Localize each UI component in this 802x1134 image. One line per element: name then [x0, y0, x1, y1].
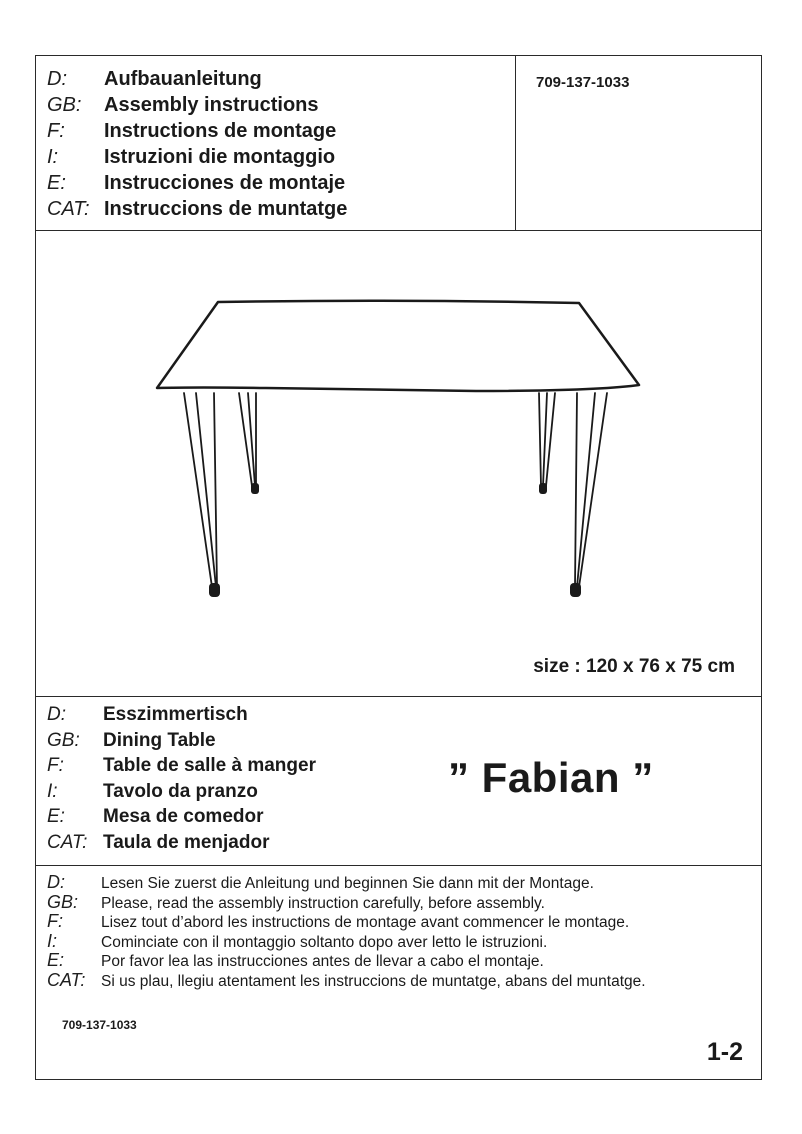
name-text: Table de salle à manger	[103, 755, 316, 776]
title-row-it	[47, 146, 347, 172]
lang-code: F:	[47, 120, 65, 142]
note-text: Lisez tout d’abord les instructions de montage avant commencer le montage.	[101, 914, 630, 931]
name-row-de	[47, 704, 316, 730]
lang-code: D:	[47, 872, 65, 892]
dining-table-drawing-icon	[36, 231, 763, 696]
lang-code: E:	[47, 172, 66, 194]
title-row-gb	[47, 94, 347, 120]
lang-code: D:	[47, 704, 66, 725]
lang-code: GB:	[47, 891, 79, 912]
note-text: Por favor lea las instrucciones antes de llevar a cabo el montaje.	[101, 953, 544, 970]
lang-code: CAT:	[47, 969, 86, 990]
name-row-es	[47, 806, 316, 832]
name-text: Tavolo da pranzo	[103, 780, 258, 802]
article-number: 709-137-1033	[536, 74, 630, 91]
note-row-gb	[47, 892, 646, 912]
note-text: Lesen Sie zuerst die Anleitung und beginnen Sie dann mit der Montage.	[101, 875, 594, 892]
note-text: Si us plau, llegiu atentament les instruccions de muntatge, abans del muntatge.	[101, 972, 646, 990]
note-row-fr	[47, 911, 646, 931]
name-row-fr	[47, 755, 316, 781]
footer-article-number: 709-137-1033	[62, 1018, 137, 1032]
lang-code: I:	[47, 780, 58, 802]
title-text: Instruccions de muntatge	[104, 198, 348, 220]
lang-code: E:	[47, 806, 65, 827]
lang-code: F:	[47, 911, 63, 931]
note-row-cat	[47, 970, 646, 990]
name-text: Esszimmertisch	[103, 704, 248, 725]
title-text: Istruzioni die montaggio	[104, 146, 336, 168]
lang-code: CAT:	[47, 831, 88, 853]
name-row-cat	[47, 832, 316, 858]
note-row-de	[47, 872, 646, 892]
name-row-gb	[47, 730, 316, 756]
title-row-de	[47, 68, 347, 94]
lang-code: E:	[47, 950, 65, 970]
lang-code: CAT:	[47, 198, 90, 220]
lang-code: I:	[47, 930, 58, 951]
lang-code: I:	[47, 146, 59, 168]
note-text: Cominciate con il montaggio soltanto dopo aver letto le istruzioni.	[101, 933, 548, 951]
divider-names	[36, 865, 761, 866]
lang-code: GB:	[47, 94, 82, 116]
title-text: Instrucciones de montaje	[104, 172, 346, 194]
lang-code: D:	[47, 68, 67, 90]
document-frame	[35, 55, 762, 1080]
page-number: 1-2	[706, 1038, 743, 1066]
divider-article-column	[515, 56, 516, 230]
assembly-notes	[47, 872, 646, 989]
size-label: size : 120 x 76 x 75 cm	[533, 656, 735, 677]
title-row-cat	[47, 198, 347, 224]
name-text: Dining Table	[103, 729, 216, 751]
product-model-name: ” Fabian ”	[448, 754, 654, 801]
note-row-it	[47, 931, 646, 951]
title-text: Assembly instructions	[104, 94, 319, 116]
name-row-it	[47, 781, 316, 807]
title-row-es	[47, 172, 347, 198]
lang-code: F:	[47, 755, 64, 776]
lang-code: GB:	[47, 729, 80, 751]
title-text: Aufbauanleitung	[104, 68, 262, 90]
title-row-fr	[47, 120, 347, 146]
name-text: Taula de menjador	[103, 831, 270, 853]
note-text: Please, read the assembly instruction carefully, before assembly.	[101, 894, 545, 912]
instruction-titles	[47, 68, 347, 224]
product-names	[47, 704, 316, 857]
name-text: Mesa de comedor	[103, 806, 264, 827]
note-row-es	[47, 950, 646, 970]
divider-illustration	[36, 696, 761, 697]
title-text: Instructions de montage	[104, 120, 337, 142]
